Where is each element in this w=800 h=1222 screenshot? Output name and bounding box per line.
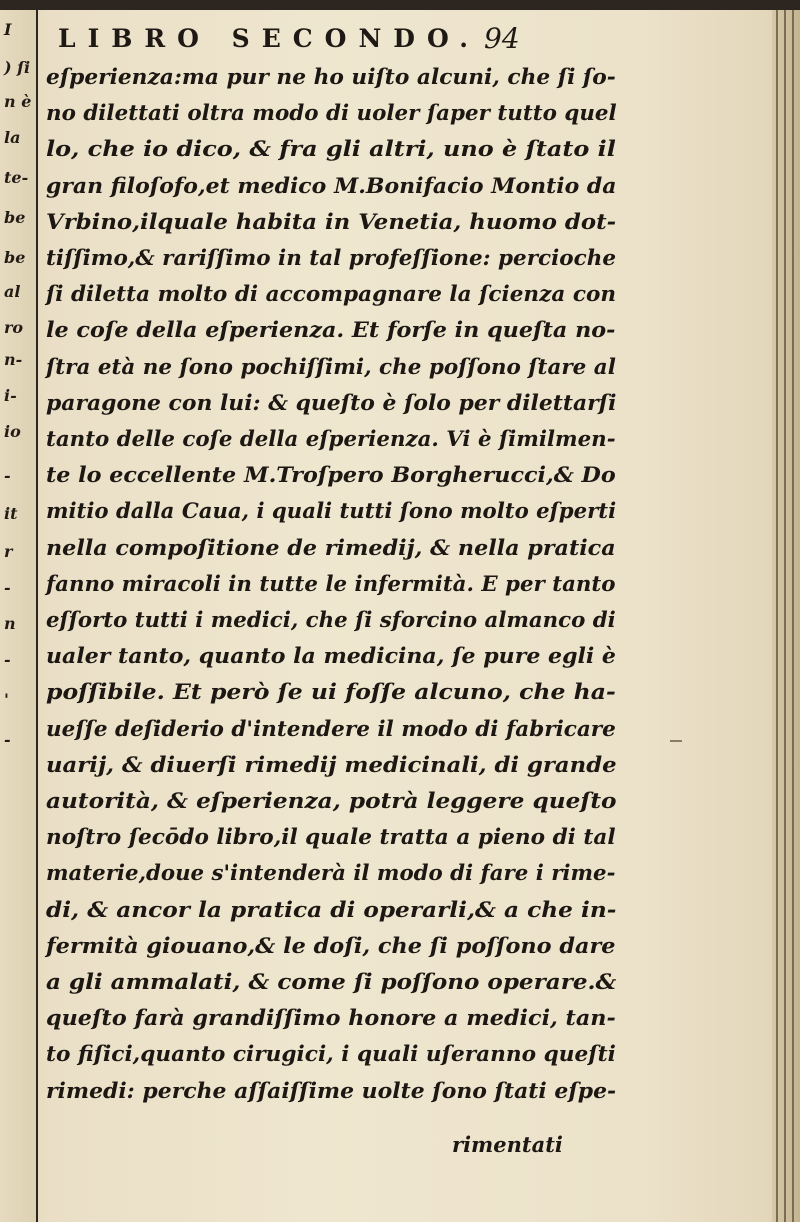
facing-page-fragment: be	[4, 248, 26, 267]
text-line: lo, che io dico, & fra gli altri, uno è ſtato il	[46, 136, 616, 162]
facing-page-fragment: r	[4, 542, 13, 561]
facing-page-fragment: io	[4, 422, 21, 441]
text-line: eſſorto tutti i medici, che ſi sforcino almanco di	[46, 607, 616, 632]
facing-page-fragment: n è	[4, 92, 32, 111]
facing-page-fragment: te-	[4, 168, 29, 187]
text-line: ueſſe deſiderio d'intendere il modo di fabricare	[46, 715, 616, 741]
facing-page-fragment: i-	[4, 386, 17, 405]
facing-page-edge	[0, 10, 38, 1222]
facing-page-fragment: ) ſi	[4, 58, 31, 77]
facing-page-fragment: it	[4, 504, 18, 523]
text-line: to fiſici,quanto cirugici, i quali uſeranno queſti	[46, 1041, 616, 1067]
text-line: ſi diletta molto di accompagnare la ſcienza con	[46, 281, 617, 307]
text-line: a gli ammalati, & come ſi poſſono operare.&	[46, 969, 617, 994]
page-number: 94	[484, 21, 520, 55]
text-line: paragone con lui: & queſto è ſolo per dilettarſi	[46, 389, 617, 415]
text-line: fanno miracoli in tutte le infermità. E per tanto	[46, 570, 616, 596]
text-line: uarij, & diuerſi rimedij medicinali, di grande	[46, 751, 617, 777]
facing-page-fragment: n	[4, 614, 16, 633]
facing-page-fragment: -	[4, 466, 11, 485]
text-line: mitio dalla Caua, i quali tutti ſono molto eſperti	[46, 498, 617, 524]
facing-page-fragment: -	[4, 650, 11, 669]
text-line: gran filoſofo,et medico M.Bonifacio Montio da	[46, 172, 617, 198]
text-line: eſperienza:ma pur ne ho uiſto alcuni, che ſi ſo-	[46, 64, 616, 89]
facing-page-fragment: be	[4, 208, 26, 227]
facing-page-fragment: n-	[4, 350, 23, 369]
page-edge-stack	[772, 10, 800, 1222]
facing-page-fragment: la	[4, 128, 21, 147]
text-line: fermità giouano,& le doſi, che ſi poſſono dare	[46, 932, 616, 958]
text-line: autorità, & eſperienza, potrà leggere queſto	[46, 788, 617, 813]
page-edge-line	[784, 10, 786, 1222]
text-line: noſtro ſecōdo libro,il quale tratta a pieno di tal	[46, 824, 616, 850]
facing-page-fragment: -	[4, 578, 11, 597]
catchword: rimentati	[452, 1132, 563, 1157]
text-line: ſtra età ne ſono pochiſſimi, che poſſono ſtare al	[46, 353, 616, 379]
text-line: rimedi: perche aſſaiſſime uolte ſono ſtati eſpe-	[46, 1077, 617, 1103]
text-line: Vrbino,ilquale habita in Venetia, huomo dot-	[46, 208, 617, 234]
running-head	[58, 18, 618, 58]
text-line: no dilettati oltra modo di uoler ſaper tutto quel	[46, 100, 617, 126]
text-line: nella compoſitione de rimedij, & nella pratica	[46, 534, 616, 560]
facing-page-fragment: I	[4, 20, 12, 39]
text-line: queſto farà grandiſſimo honore a medici, tan-	[46, 1005, 616, 1031]
text-line: di, & ancor la pratica di operarli,& a che in-	[46, 896, 617, 922]
text-line: poſſibile. Et però ſe ui foſſe alcuno, che ha-	[46, 679, 616, 705]
running-head-title: LIBRO SECONDO.	[58, 23, 480, 53]
text-line: le coſe della eſperienza. Et forſe in queſta no-	[46, 317, 616, 343]
text-line: materie,doue s'intenderà il modo di fare i rime-	[46, 860, 616, 886]
page-edge-line	[792, 10, 794, 1222]
top-shadow	[0, 0, 800, 10]
page-edge-line	[776, 10, 778, 1222]
text-line: tiſſimo,& rariſſimo in tal profeſſione: percioche	[46, 245, 616, 270]
text-line: tanto delle coſe della eſperienza. Vi è ſimilmen-	[46, 426, 616, 451]
facing-page-fragment: ro	[4, 318, 24, 337]
facing-page-fragment: -	[4, 730, 11, 749]
margin-mark	[670, 740, 682, 742]
text-line: ualer tanto, quanto la medicina, ſe pure egli è	[46, 643, 616, 669]
facing-page-fragment: '	[4, 690, 9, 709]
facing-page-fragment: al	[4, 282, 21, 301]
text-line: te lo eccellente M.Troſpero Borgherucci,& Do	[46, 462, 616, 488]
